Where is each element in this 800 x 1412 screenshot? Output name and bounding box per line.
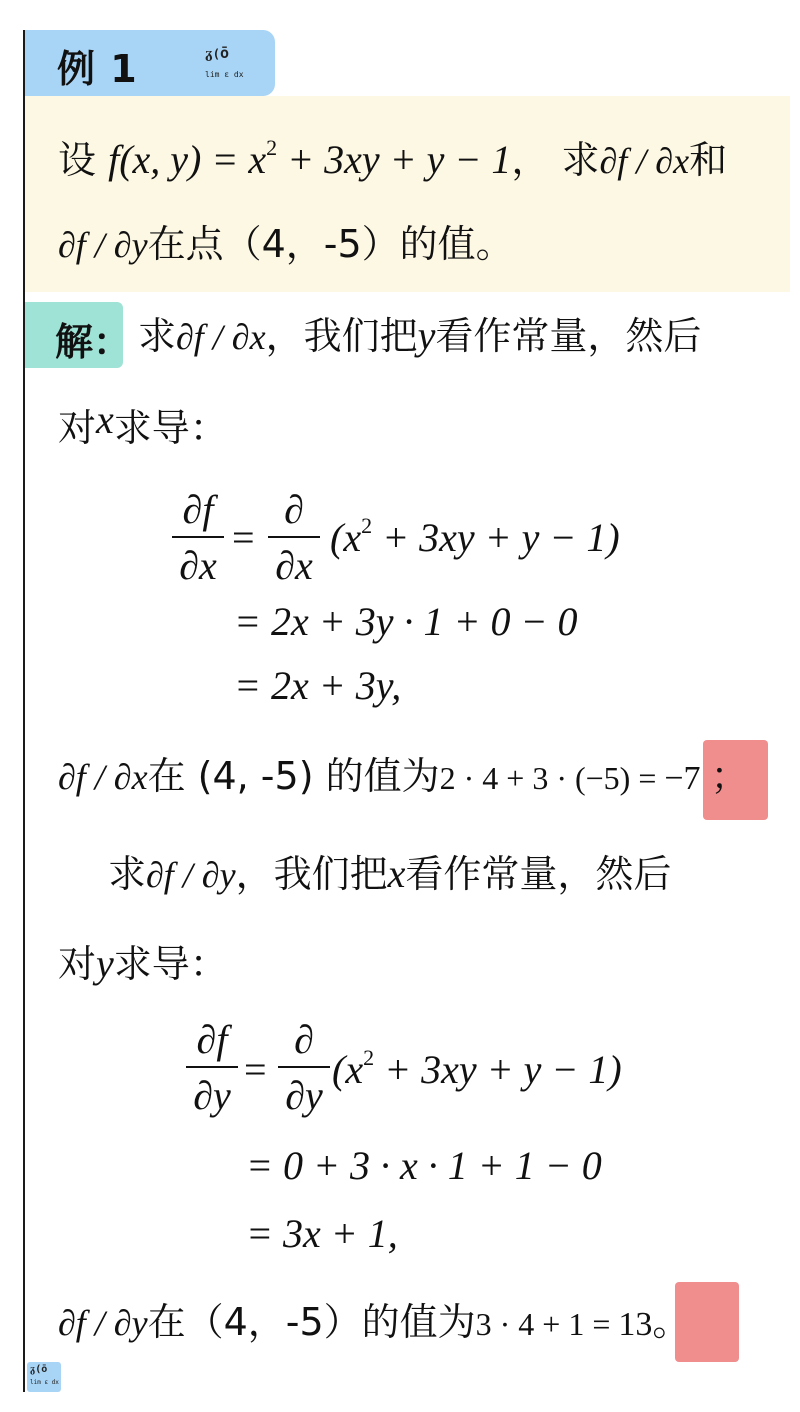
frac-num: ∂f <box>196 1017 228 1062</box>
problem-and: 和 <box>689 138 728 182</box>
frac-d-dx <box>268 487 320 588</box>
problem-function: f(x, y) <box>108 137 202 182</box>
r1-end: ； <box>710 754 749 798</box>
s4-text: 对 <box>58 942 97 986</box>
frac-d-dy <box>278 1017 330 1118</box>
problem-dfdx: ∂f / ∂x <box>599 141 690 181</box>
frac-df-dx <box>172 487 224 588</box>
r1-expr: 2 · 4 + 3 · (−5) = <box>439 760 665 796</box>
row2: = 0 + 3 · x · 1 + 1 − 0 <box>246 1143 602 1188</box>
problem-line-2 <box>58 220 514 269</box>
tail-a: (x <box>332 1047 364 1092</box>
eq-b-row2 <box>246 1142 602 1190</box>
frac-num: ∂f <box>182 487 214 532</box>
s3-text: ，我们把 <box>235 852 388 896</box>
problem-line-1 <box>58 136 727 185</box>
s2-text2: 求导： <box>113 406 228 450</box>
s2-text: 对 <box>58 406 97 450</box>
r1-value: −7 <box>664 760 701 797</box>
row3: = 2x + 3y, <box>234 663 402 708</box>
s3-dfdy: ∂f / ∂y <box>146 855 236 895</box>
r2-end: 。 <box>652 1300 691 1344</box>
s1-dfdx: ∂f / ∂x <box>176 317 266 357</box>
eq-b-tail <box>332 1046 622 1094</box>
problem-ask: 求 <box>561 138 600 182</box>
row2: = 2x + 3y · 1 + 0 − 0 <box>234 599 578 644</box>
s3-var: x <box>387 851 406 896</box>
tail-b: + 3xy + y − 1) <box>374 1047 622 1092</box>
r1-text: 在 (4, -5) 的值为 <box>147 754 440 798</box>
solution-label: 解： <box>55 320 132 364</box>
problem-prefix: 设 <box>58 138 97 182</box>
eq-b-equals: = <box>244 1047 267 1092</box>
eq-a-row2 <box>234 598 577 646</box>
row3: = 3x + 1, <box>246 1211 398 1256</box>
problem-comma: ， <box>511 138 550 182</box>
tail-a: (x <box>330 515 362 560</box>
s4-var: y <box>96 941 114 986</box>
problem-dfdy: ∂f / ∂y <box>58 225 148 265</box>
math-logo-icon: ᵹ(ō lim ε dx <box>205 44 244 79</box>
s3-ask: 求 <box>108 852 147 896</box>
frac-den: ∂x <box>275 543 313 588</box>
example-title: 例 1 <box>57 47 138 91</box>
s3-text2: 看作常量，然后 <box>405 852 672 896</box>
frac-num: ∂ <box>284 487 304 532</box>
tail-sq: 2 <box>361 513 373 538</box>
s1-text2: 看作常量，然后 <box>435 314 702 358</box>
problem-exponent: 2 <box>266 135 278 160</box>
s4-text2: 求导： <box>113 942 228 986</box>
eq-a-row3 <box>234 662 401 710</box>
frac-num: ∂ <box>294 1017 314 1062</box>
bottom-logo-icon: ᵹ(ō lim ε dx <box>27 1362 61 1392</box>
frac-df-dy <box>186 1017 238 1118</box>
solution-line-1 <box>138 312 701 361</box>
result-line-2 <box>58 1298 690 1349</box>
solution-line-4 <box>58 940 228 988</box>
eq-a-equals: = <box>232 515 255 560</box>
r2-value: 13 <box>618 1306 653 1343</box>
r2-expr: 3 · 4 + 1 = <box>475 1306 619 1342</box>
solution-line-2 <box>58 396 228 452</box>
r2-dfdy: ∂f / ∂y <box>58 1303 148 1343</box>
frac-den: ∂y <box>285 1073 323 1118</box>
solution-badge <box>25 302 132 368</box>
tail-sq: 2 <box>363 1045 375 1070</box>
s1-var: y <box>417 313 436 358</box>
eq-b-row3 <box>246 1210 398 1258</box>
example-badge <box>25 30 275 96</box>
s1-text: ，我们把 <box>265 314 418 358</box>
result-line-1 <box>58 752 749 803</box>
eq-a-tail <box>330 514 620 562</box>
tail-b: + 3xy + y − 1) <box>372 515 620 560</box>
frac-den: ∂y <box>193 1073 231 1118</box>
problem-rest: + 3xy + y − 1 <box>277 137 512 182</box>
s2-var: x <box>96 397 114 442</box>
frac-den: ∂x <box>179 543 217 588</box>
r1-dfdx: ∂f / ∂x <box>58 757 148 797</box>
problem-eq: = x <box>201 137 267 182</box>
solution-line-3 <box>108 850 671 899</box>
r2-text: 在（4，-5）的值为 <box>147 1300 476 1344</box>
problem-suffix: 在点（4，-5）的值。 <box>147 222 514 266</box>
s1-ask: 求 <box>138 314 177 358</box>
